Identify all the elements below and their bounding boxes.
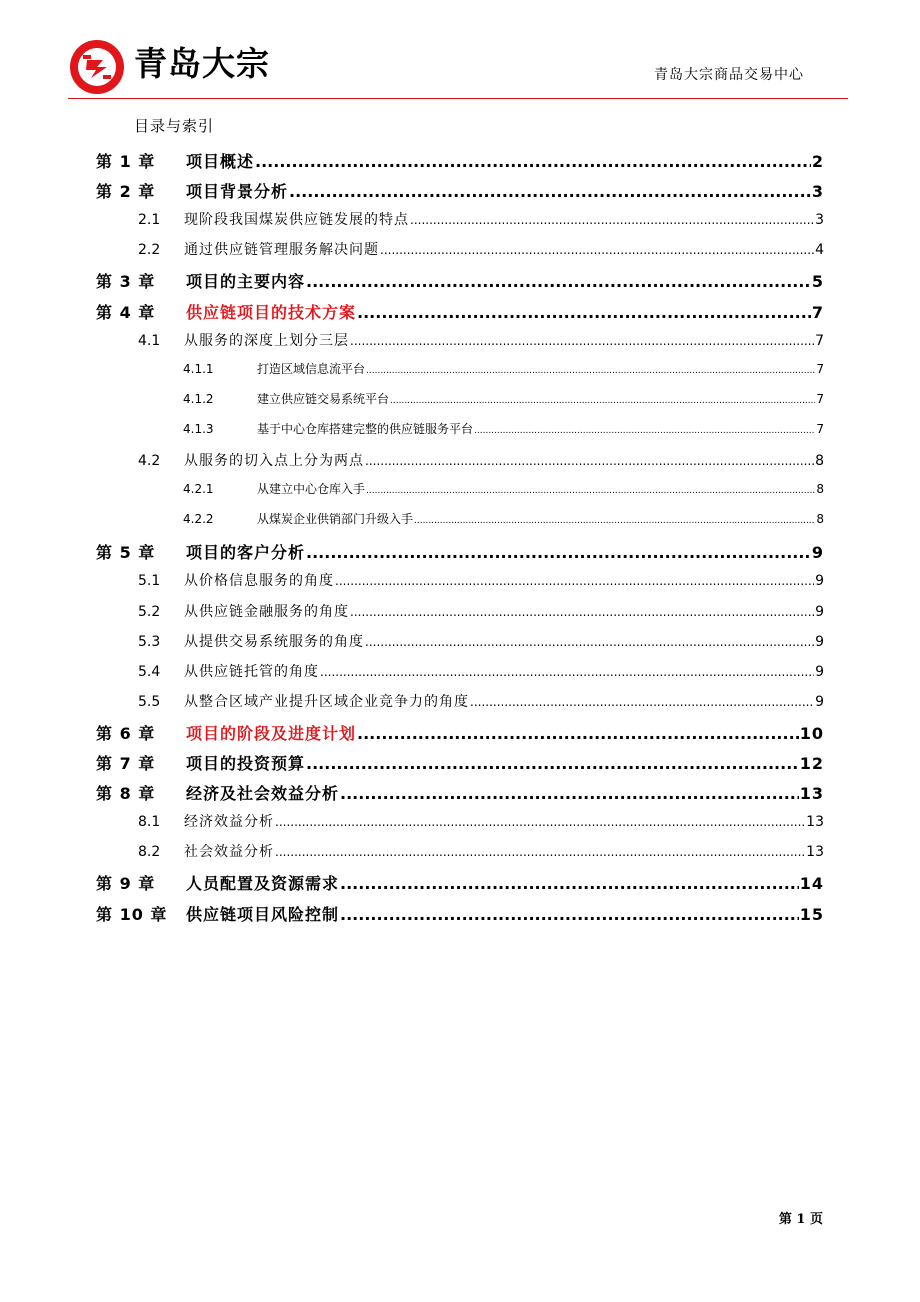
toc-dot-leader: [275, 845, 805, 859]
toc-entry-title: 项目的主要内容: [186, 272, 306, 292]
toc-dot-leader: [340, 905, 799, 924]
toc-entry-page: 7: [815, 332, 824, 349]
toc-entry[interactable]: [96, 540, 824, 570]
toc-entry-title: 打造区域信息流平台: [257, 361, 366, 376]
toc-dot-leader: [470, 695, 814, 709]
toc-entry-page: 8: [816, 512, 824, 527]
toc-dot-leader: [320, 665, 814, 679]
toc-entry-page: 4: [815, 242, 824, 259]
toc-entry-number: 8.1: [138, 814, 161, 831]
toc-entry[interactable]: [96, 179, 824, 209]
toc-entry-page: 13: [806, 844, 824, 861]
toc-dot-leader: [340, 874, 799, 893]
toc-entry-page: 5: [811, 272, 824, 292]
toc-entry-page: 7: [811, 302, 824, 322]
toc-dot-leader: [255, 152, 811, 171]
toc-entry-page: 3: [815, 212, 824, 229]
toc-entry[interactable]: [138, 811, 824, 841]
toc-entry[interactable]: [96, 902, 824, 932]
toc-entry-number: 5.4: [138, 663, 161, 680]
toc-entry[interactable]: [138, 209, 824, 239]
toc-entry[interactable]: [138, 239, 824, 269]
toc-entry-number: 4.2.2: [183, 512, 214, 527]
toc-dot-leader: [366, 486, 815, 496]
toc-entry-title: 经济效益分析: [184, 814, 274, 831]
toc-entry-page: 13: [806, 814, 824, 831]
toc-entry[interactable]: [138, 691, 824, 721]
toc-dot-leader: [365, 454, 814, 468]
toc-dot-leader: [289, 182, 811, 201]
toc-entry[interactable]: [138, 330, 824, 360]
toc-entry-number: 4.2.1: [183, 482, 214, 497]
toc-entry-title: 从提供交易系统服务的角度: [184, 633, 364, 650]
toc-dot-leader: [275, 815, 805, 829]
toc-dot-leader: [357, 303, 811, 322]
toc-dot-leader: [306, 543, 811, 562]
toc-entry-page: 7: [816, 391, 824, 406]
toc-dot-leader: [474, 426, 815, 436]
page-number: 第 1 页: [778, 1212, 823, 1227]
toc-dot-leader: [306, 754, 799, 773]
toc-entry[interactable]: [138, 841, 824, 871]
toc-entry[interactable]: [183, 390, 824, 420]
toc-dot-leader: [306, 272, 811, 291]
toc-entry-title: 项目的阶段及进度计划: [186, 723, 357, 743]
toc-entry[interactable]: [183, 420, 824, 450]
toc-entry-number: 第 6 章: [96, 723, 156, 743]
toc-entry-number: 第 9 章: [96, 874, 156, 894]
toc-entry-number: 第 4 章: [96, 302, 156, 322]
toc-entry[interactable]: [138, 661, 824, 691]
toc-entry-title: 从建立中心仓库入手: [257, 482, 366, 497]
header-divider: [68, 98, 848, 99]
toc-entry[interactable]: [96, 721, 824, 751]
toc-entry-number: 4.1.2: [183, 391, 214, 406]
toc-entry[interactable]: [96, 871, 824, 901]
toc-dot-leader: [410, 213, 814, 227]
toc-entry-page: 9: [815, 693, 824, 710]
toc-entry-title: 社会效益分析: [184, 844, 274, 861]
toc-dot-leader: [350, 605, 814, 619]
toc-entry-page: 14: [799, 874, 824, 894]
toc-entry-title: 从服务的切入点上分为两点: [184, 453, 364, 469]
toc-entry-number: 4.2: [138, 453, 161, 469]
toc-entry-number: 4.1: [138, 332, 161, 349]
toc-entry[interactable]: [96, 300, 824, 330]
toc-title: 目录与索引: [134, 117, 215, 135]
toc-entry-page: 15: [799, 904, 824, 924]
toc-entry-title: 从供应链托管的角度: [184, 663, 319, 680]
toc-entry-title: 从煤炭企业供销部门升级入手: [257, 512, 414, 527]
toc-entry-page: 9: [811, 543, 824, 563]
toc-dot-leader: [414, 516, 815, 526]
toc-entry-number: 4.1.1: [183, 361, 214, 376]
toc-entry-page: 8: [815, 453, 824, 469]
toc-dot-leader: [365, 635, 814, 649]
toc-entry-page: 10: [799, 723, 824, 743]
toc-entry-number: 2.1: [138, 212, 161, 229]
toc-dot-leader: [357, 724, 799, 743]
toc-entry-page: 2: [811, 152, 824, 171]
toc-entry-title: 项目的客户分析: [186, 543, 306, 563]
toc-entry-number: 第 10 章: [96, 904, 168, 924]
toc-entry[interactable]: [183, 480, 824, 510]
toc-entry-number: 4.1.3: [183, 421, 214, 436]
toc-entry-title: 供应链项目风险控制: [186, 904, 340, 924]
logo-text: 青岛大宗: [134, 44, 270, 83]
toc-entry-title: 基于中心仓库搭建完整的供应链服务平台: [257, 421, 474, 436]
toc-entry[interactable]: [183, 510, 824, 540]
toc-entry[interactable]: [96, 149, 824, 179]
toc-entry-title: 从价格信息服务的角度: [184, 573, 334, 590]
toc-entry[interactable]: [138, 570, 824, 600]
toc-entry-title: 项目的投资预算: [186, 754, 306, 773]
toc-dot-leader: [390, 396, 815, 406]
toc-entry-number: 第 3 章: [96, 272, 156, 292]
toc-entry[interactable]: [138, 450, 824, 480]
toc-entry-number: 第 8 章: [96, 784, 156, 804]
toc-entry-title: 从供应链金融服务的角度: [184, 603, 349, 620]
toc-entry-number: 第 5 章: [96, 543, 156, 563]
toc-dot-leader: [350, 334, 814, 348]
header-org-name: 青岛大宗商品交易中心: [654, 67, 804, 83]
toc-entry-page: 7: [816, 361, 824, 376]
toc-entry-page: 7: [816, 421, 824, 436]
toc-entry-page: 12: [799, 754, 824, 773]
toc-entry-number: 第 2 章: [96, 182, 156, 202]
toc-entry-number: 第 1 章: [96, 152, 156, 171]
toc-entry-title: 人员配置及资源需求: [186, 874, 340, 894]
toc-entry-title: 经济及社会效益分析: [186, 784, 340, 804]
toc-entry-number: 5.3: [138, 633, 161, 650]
toc-entry-page: 8: [816, 482, 824, 497]
toc-entry-page: 3: [811, 182, 824, 202]
toc-entry-number: 2.2: [138, 242, 161, 259]
toc-entry-page: 9: [815, 633, 824, 650]
toc-entry-title: 现阶段我国煤炭供应链发展的特点: [184, 212, 409, 229]
toc-entry-page: 13: [799, 784, 824, 804]
toc-entry[interactable]: [138, 601, 824, 631]
page-header: [0, 0, 920, 100]
toc-entry[interactable]: [138, 631, 824, 661]
toc-entry-number: 5.1: [138, 573, 161, 590]
toc-entry[interactable]: [96, 751, 824, 781]
toc-entry[interactable]: [183, 360, 824, 390]
toc-dot-leader: [380, 243, 814, 257]
toc-entry-title: 项目背景分析: [186, 182, 289, 202]
toc-entry-title: 建立供应链交易系统平台: [257, 391, 390, 406]
toc-entry-title: 通过供应链管理服务解决问题: [184, 242, 379, 259]
toc-entry-number: 第 7 章: [96, 754, 156, 773]
toc-entry-title: 从整合区域产业提升区域企业竞争力的角度: [184, 693, 469, 710]
toc-entry-number: 8.2: [138, 844, 161, 861]
toc-entry-page: 9: [815, 663, 824, 680]
toc-dot-leader: [366, 366, 815, 376]
logo-icon: [68, 38, 126, 96]
toc-dot-leader: [335, 574, 814, 588]
toc-entry-title: 供应链项目的技术方案: [186, 302, 357, 322]
toc-entry-number: 5.5: [138, 693, 161, 710]
toc-entry-title: 项目概述: [186, 152, 255, 171]
toc-entry-page: 9: [815, 603, 824, 620]
toc-entry-title: 从服务的深度上划分三层: [184, 332, 349, 349]
toc-entry-page: 9: [815, 573, 824, 590]
toc-entry[interactable]: [96, 269, 824, 299]
toc-entry-number: 5.2: [138, 603, 161, 620]
toc-dot-leader: [340, 784, 799, 803]
toc-entry[interactable]: [96, 781, 824, 811]
